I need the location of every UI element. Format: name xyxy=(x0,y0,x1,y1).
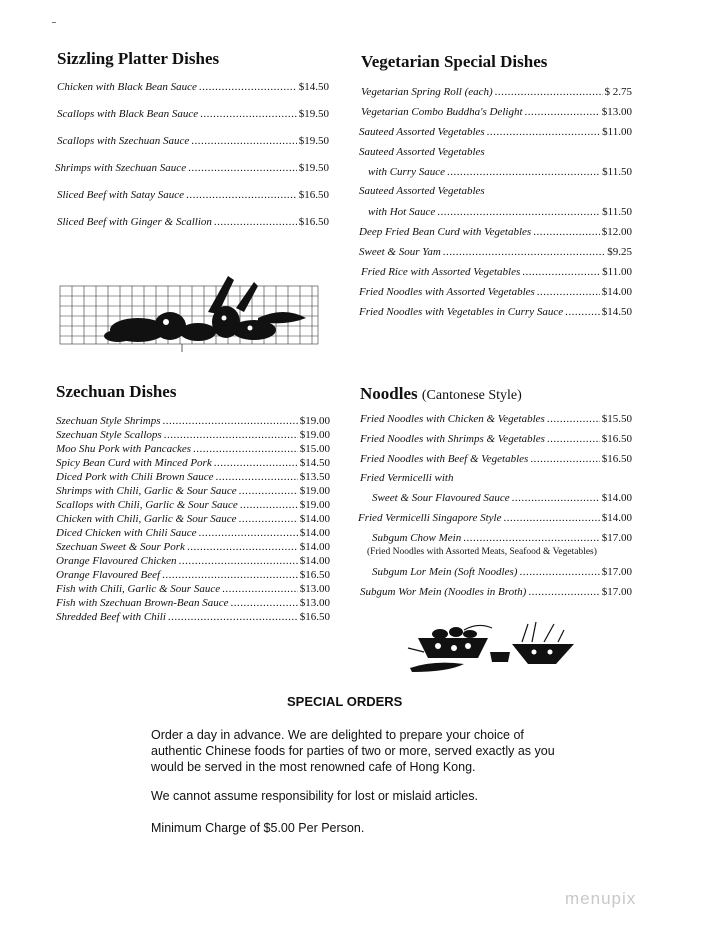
menu-item: with Hot Sauce ..... $11.50 xyxy=(368,206,632,219)
menu-item-line: Sauteed Assorted Vegetables xyxy=(359,146,485,158)
menu-item: Scallops with Szechuan Sauce ..... $19.50 xyxy=(57,135,329,148)
menu-item: Fried Noodles with Vegetables in Curry Sauce ..... $14.50 xyxy=(359,306,632,319)
menu-item: Scallops with Black Bean Sauce ..... $19.50 xyxy=(57,108,329,121)
menu-item: Fried Noodles with Assorted Vegetables ..... $14.00 xyxy=(359,286,632,299)
menu-item: Subgum Wor Mein (Noodles in Broth) ..... $17.00 xyxy=(360,586,632,599)
minimum-charge-note: Minimum Charge of $5.00 Per Person. xyxy=(151,821,365,835)
menu-item: Fried Vermicelli Singapore Style ..... $14.00 xyxy=(358,512,632,525)
menu-item: Orange Flavoured Chicken ..... $14.00 xyxy=(56,555,330,568)
menu-item: Orange Flavoured Beef ..... $16.50 xyxy=(56,569,330,582)
menu-item: Shrimps with Chili, Garlic & Sour Sauce ..... $19.00 xyxy=(56,485,330,498)
menu-item: Diced Pork with Chili Brown Sauce ..... $13.50 xyxy=(56,471,330,484)
noodles-subtitle: (Cantonese Style) xyxy=(421,388,522,403)
menu-item-line: Fried Vermicelli with xyxy=(360,472,454,484)
menu-item: Vegetarian Combo Buddha's Delight ..... $13.00 xyxy=(361,106,632,119)
vegetables-illustration xyxy=(58,272,320,356)
menu-item: Sliced Beef with Ginger & Scallion ..... $16.50 xyxy=(57,216,329,229)
section-title-szechuan: Szechuan Dishes xyxy=(56,382,177,401)
menu-item: Shrimps with Szechuan Sauce ..... $19.50 xyxy=(55,162,329,175)
special-orders-paragraph: Order a day in advance. We are delighted to prepare your choice of authentic Chinese foods for parties of two or more, served exactly as you would be served in the most renowned cafe of Hong Kong. xyxy=(151,728,555,774)
menu-item: Vegetarian Spring Roll (each) ..... $ 2.75 xyxy=(361,86,632,99)
section-title-vegetarian: Vegetarian Special Dishes xyxy=(361,52,548,71)
menu-item: Chicken with Chili, Garlic & Sour Sauce ..... $14.00 xyxy=(56,513,330,526)
menu-item: Szechuan Style Shrimps ..... $19.00 xyxy=(56,415,330,428)
menu-item: Moo Shu Pork with Pancackes ..... $15.00 xyxy=(56,443,330,456)
menu-item: Chicken with Black Bean Sauce ..... $14.50 xyxy=(57,81,329,94)
menu-item: Deep Fried Bean Curd with Vegetables ..... $12.00 xyxy=(359,226,632,239)
menu-item: Spicy Bean Curd with Minced Pork ..... $14.50 xyxy=(56,457,330,470)
menu-item: Sweet & Sour Flavoured Sauce ..... $14.00 xyxy=(372,492,632,505)
menu-item: Scallops with Chili, Garlic & Sour Sauce ..... $19.00 xyxy=(56,499,330,512)
scan-mark xyxy=(52,22,56,23)
special-orders-title: SPECIAL ORDERS xyxy=(287,694,403,709)
menu-item: Shredded Beef with Chili ..... $16.50 xyxy=(56,611,330,624)
menu-item: Sauteed Assorted Vegetables ..... $11.00 xyxy=(359,126,632,139)
food-bowls-illustration xyxy=(404,618,582,678)
responsibility-note: We cannot assume responsibility for lost or mislaid articles. xyxy=(151,789,478,803)
menu-item: Diced Chicken with Chili Sauce ..... $14.00 xyxy=(56,527,330,540)
menu-item: Subgum Chow Mein ..... $17.00 xyxy=(372,532,632,545)
watermark: menupix xyxy=(565,889,637,908)
menu-item: Szechuan Style Scallops ..... $19.00 xyxy=(56,429,330,442)
menu-item: Sweet & Sour Yam ..... $9.25 xyxy=(359,246,632,259)
menu-item: Fried Noodles with Chicken & Vegetables ..... $15.50 xyxy=(360,413,632,426)
menu-item: Szechuan Sweet & Sour Pork ..... $14.00 xyxy=(56,541,330,554)
section-title-noodles: Noodles (Cantonese Style) xyxy=(360,384,522,403)
menu-item: Fried Rice with Assorted Vegetables ..... $11.00 xyxy=(361,266,632,279)
chow-mein-note: (Fried Noodles with Assorted Meats, Seafood & Vegetables) xyxy=(367,547,597,557)
menu-item-line: Sauteed Assorted Vegetables xyxy=(359,185,485,197)
menu-item: Fish with Chili, Garlic & Sour Sauce ..... $13.00 xyxy=(56,583,330,596)
menu-item: with Curry Sauce ..... $11.50 xyxy=(368,166,632,179)
menu-item: Fish with Szechuan Brown-Bean Sauce ..... $13.00 xyxy=(56,597,330,610)
section-title-sizzling: Sizzling Platter Dishes xyxy=(57,49,220,68)
menu-item: Fried Noodles with Shrimps & Vegetables ..... $16.50 xyxy=(360,433,632,446)
menu-item: Subgum Lor Mein (Soft Noodles) ..... $17.00 xyxy=(372,566,632,579)
menu-item: Sliced Beef with Satay Sauce ..... $16.50 xyxy=(57,189,329,202)
menu-item: Fried Noodles with Beef & Vegetables ..... $16.50 xyxy=(360,453,632,466)
